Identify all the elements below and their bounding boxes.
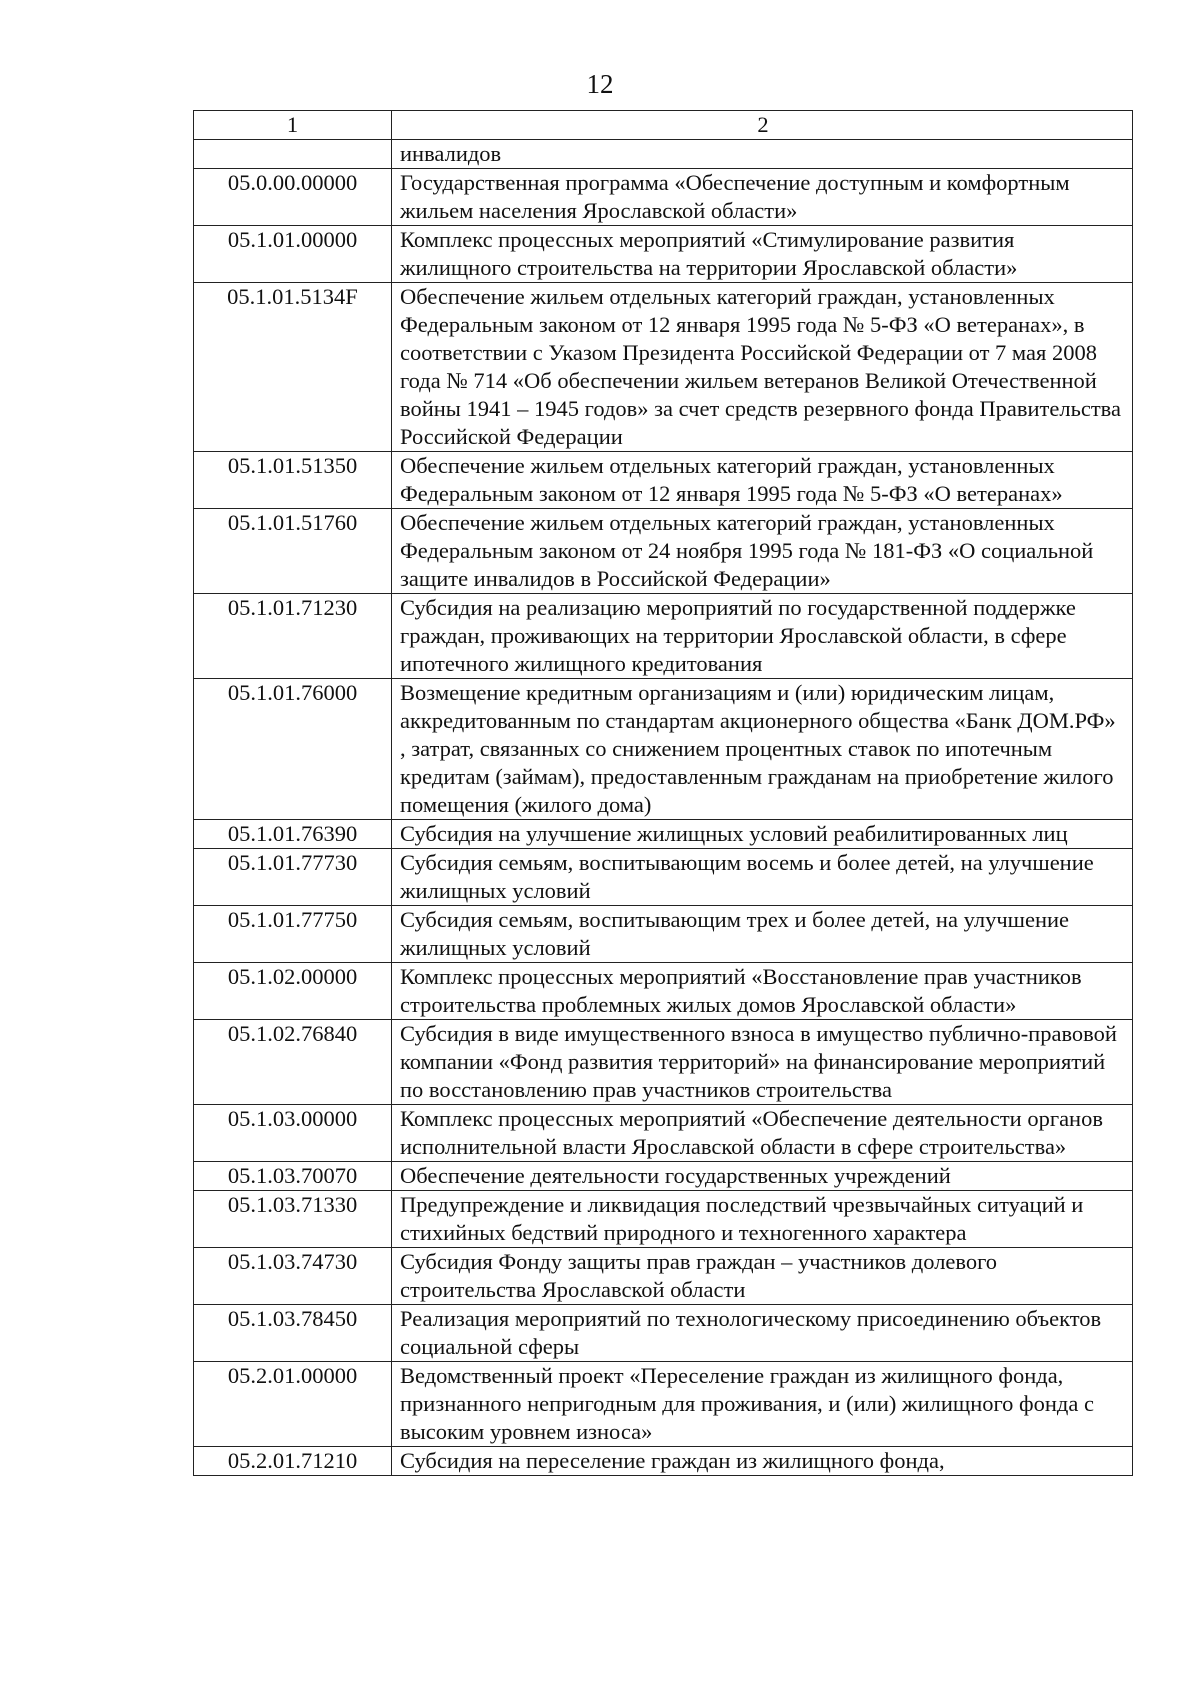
row-code: [194, 140, 392, 169]
column-header-2: 2: [392, 111, 1133, 140]
row-description: Комплекс процессных мероприятий «Восстановление прав участников строительства проблемных жилых домов Ярославской области»: [392, 963, 1133, 1020]
table-row: [194, 963, 1133, 1020]
table-row: [194, 1447, 1133, 1476]
row-description: Обеспечение жильем отдельных категорий граждан, установленных Федеральным законом от 12 января 1995 года № 5-ФЗ «О ветеранах»: [392, 452, 1133, 509]
table-header-row: [194, 111, 1133, 140]
row-code: 05.2.01.71210: [194, 1447, 392, 1476]
row-description: Обеспечение жильем отдельных категорий граждан, установленных Федеральным законом от 12 января 1995 года № 5-ФЗ «О ветеранах», в соответствии с Указом Президента Российской Федерации от 7 мая 2008 года № 714 «Об обеспечении жильем ветеранов Великой Отечественной войны 1941 – 1945 годов» за счет средств резервного фонда Правительства Российской Федерации: [392, 283, 1133, 452]
table-row: [194, 1191, 1133, 1248]
table-row: [194, 1362, 1133, 1447]
row-description: Субсидия в виде имущественного взноса в имущество публично-правовой компании «Фонд развития территорий» на финансирование мероприятий по восстановлению прав участников строительства: [392, 1020, 1133, 1105]
row-code: 05.1.03.00000: [194, 1105, 392, 1162]
row-description: Обеспечение деятельности государственных учреждений: [392, 1162, 1133, 1191]
table-row: [194, 679, 1133, 820]
row-description: Субсидия на улучшение жилищных условий реабилитированных лиц: [392, 820, 1133, 849]
table-row: [194, 452, 1133, 509]
page-number: 12: [586, 69, 614, 99]
row-code: 05.1.01.51760: [194, 509, 392, 594]
row-code: 05.1.01.5134F: [194, 283, 392, 452]
row-code: 05.1.01.51350: [194, 452, 392, 509]
row-description: Комплекс процессных мероприятий «Обеспечение деятельности органов исполнительной власти Ярославской области в сфере строительства»: [392, 1105, 1133, 1162]
row-code: 05.2.01.00000: [194, 1362, 392, 1447]
row-code: 05.1.02.76840: [194, 1020, 392, 1105]
table-row: [194, 1105, 1133, 1162]
row-description: Реализация мероприятий по технологическому присоединению объектов социальной сферы: [392, 1305, 1133, 1362]
row-code: 05.1.01.77730: [194, 849, 392, 906]
row-code: 05.1.03.70070: [194, 1162, 392, 1191]
row-code: 05.1.01.76000: [194, 679, 392, 820]
row-code: 05.1.03.71330: [194, 1191, 392, 1248]
row-code: 05.1.02.00000: [194, 963, 392, 1020]
column-header-1: 1: [194, 111, 392, 140]
row-code: 05.1.01.76390: [194, 820, 392, 849]
row-description: Государственная программа «Обеспечение доступным и комфортным жильем населения Ярославской области»: [392, 169, 1133, 226]
table-row: [194, 169, 1133, 226]
table-row: [194, 1248, 1133, 1305]
row-description: Субсидия на переселение граждан из жилищного фонда,: [392, 1447, 1133, 1476]
table-row: [194, 509, 1133, 594]
row-code: 05.0.00.00000: [194, 169, 392, 226]
table-row: [194, 1020, 1133, 1105]
row-description: Предупреждение и ликвидация последствий чрезвычайных ситуаций и стихийных бедствий природного и техногенного характера: [392, 1191, 1133, 1248]
table-row: [194, 1305, 1133, 1362]
row-code: 05.1.01.71230: [194, 594, 392, 679]
row-description: Субсидия семьям, воспитывающим трех и более детей, на улучшение жилищных условий: [392, 906, 1133, 963]
table-row: [194, 820, 1133, 849]
row-description: Субсидия на реализацию мероприятий по государственной поддержке граждан, проживающих на территории Ярославской области, в сфере ипотечного жилищного кредитования: [392, 594, 1133, 679]
table-row: [194, 140, 1133, 169]
table-row: [194, 906, 1133, 963]
row-description: Субсидия семьям, воспитывающим восемь и более детей, на улучшение жилищных условий: [392, 849, 1133, 906]
row-description: Возмещение кредитным организациям и (или) юридическим лицам, аккредитованным по стандартам акционерного общества «Банк ДОМ.РФ» , затрат, связанных со снижением процентных ставок по ипотечным кредитам (займам), предоставленным гражданам на приобретение жилого помещения (жилого дома): [392, 679, 1133, 820]
table-row: [194, 283, 1133, 452]
table-row: [194, 594, 1133, 679]
table-row: [194, 849, 1133, 906]
row-description: Ведомственный проект «Переселение граждан из жилищного фонда, признанного непригодным для проживания, и (или) жилищного фонда с высоким уровнем износа»: [392, 1362, 1133, 1447]
row-code: 05.1.01.77750: [194, 906, 392, 963]
row-code: 05.1.01.00000: [194, 226, 392, 283]
table-row: [194, 226, 1133, 283]
row-description: инвалидов: [392, 140, 1133, 169]
row-description: Комплекс процессных мероприятий «Стимулирование развития жилищного строительства на территории Ярославской области»: [392, 226, 1133, 283]
row-description: Обеспечение жильем отдельных категорий граждан, установленных Федеральным законом от 24 ноября 1995 года № 181-ФЗ «О социальной защите инвалидов в Российской Федерации»: [392, 509, 1133, 594]
row-code: 05.1.03.74730: [194, 1248, 392, 1305]
row-description: Субсидия Фонду защиты прав граждан – участников долевого строительства Ярославской области: [392, 1248, 1133, 1305]
budget-classification-table: [193, 110, 1133, 1476]
table-row: [194, 1162, 1133, 1191]
row-code: 05.1.03.78450: [194, 1305, 392, 1362]
